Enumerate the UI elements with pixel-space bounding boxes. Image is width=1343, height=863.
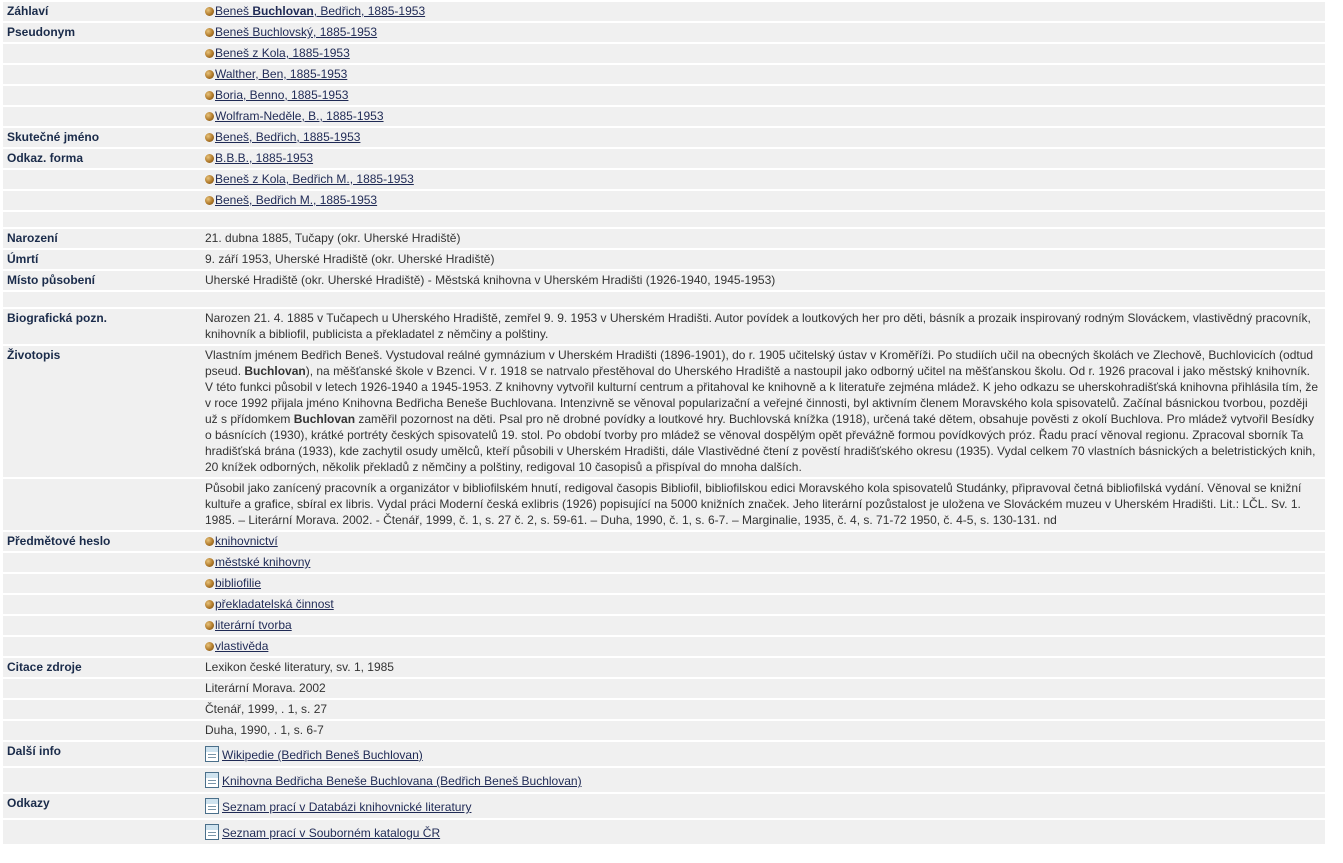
subject-link[interactable]: literární tvorba <box>215 618 292 632</box>
row-citation <box>3 721 1325 740</box>
row-citation <box>3 700 1325 719</box>
citation-value: Čtenář, 1999, . 1, s. 27 <box>201 700 1325 719</box>
field-label: Odkaz. forma <box>3 149 201 168</box>
row-reference-form <box>3 170 1325 189</box>
citation-value: Lexikon české literatury, sv. 1, 1985 <box>201 658 1325 677</box>
spacer-row <box>3 212 1325 227</box>
row-death <box>3 250 1325 269</box>
subject-link[interactable]: překladatelská činnost <box>215 597 334 611</box>
field-label: Narození <box>3 229 201 248</box>
row-place-of-work <box>3 271 1325 290</box>
web-page-icon <box>205 824 219 840</box>
row-pseudonym <box>3 107 1325 126</box>
row-subject <box>3 595 1325 614</box>
real-name-link[interactable]: Beneš, Bedřich, 1885-1953 <box>215 130 361 144</box>
heading-rest: , Bedřich, 1885-1953 <box>313 4 426 18</box>
biography-paragraph-1: Vlastním jménem Bedřich Beneš. Vystudoval reálné gymnázium v Uherském Hradišti (1896-1901), do r. 1905 učitelský ústav v Kroměříži. Po studiích učil na obecných školách ve Zlechově, Buchlovicích (odtud pseud. Buchlovan), na měšťanské škole v Bzenci. V r. 1918 se natrvalo přestěhoval do Uherského Hradiště a nastoupil jako odborný učitel na měšťanskou školu. Od r. 1926 pracoval i jako městský knihovník. V této funkci působil v letech 1926-1940 a 1945-1953. Z knihovny vytvořil kulturní centrum a přitahoval ke knihovně a k literatuře zejména mládež. K jeho odkazu se uherskohradišťská knihovna přihlásila tím, že v roce 1992 přijala jméno Knihovna Bedřicha Beneše Buchlovana. Intenzivně se věnoval popularizační a veřejné činnosti, byl aktivním členem Moravského kola spisovatelů. Začínal básnickou tvorbou, později už s přídomkem Buchlovan zaměřil pozornost na děti. Psal pro ně drobné povídky a loutkové hry. Buchlovská knížka (1918), určená také dětem, obsahuje pověsti z okolí Buchlova. Pro mládež vytvořil Besídky o básnících (1930), krátké portréty českých spisovatelů 19. stol. Po období tvorby pro mládež se věnoval dospělým opět převážně formou povídkových próz. Řadu prací věnoval regionu. Zpracoval sborník Ta hradišťská brána (1933), kde zachytil osudy umělců, kteří působili v Uherském Hradišti, dále Vlastivědné čtení z pověstí hradišťského okresu (1935). Vydal celkem 70 vlastních básnických a beletristických knih, 20 knížek odborných, několik překladů z němčiny a polštiny, redigoval 10 časopisů a přispíval do mnoha dalších. <box>201 346 1325 477</box>
bullet-icon <box>205 7 214 16</box>
bullet-icon <box>205 70 214 79</box>
field-label: Pseudonym <box>3 23 201 42</box>
pseudonym-link[interactable]: Wolfram-Neděle, B., 1885-1953 <box>215 109 384 123</box>
bullet-icon <box>205 642 214 651</box>
field-label: Úmrtí <box>3 250 201 269</box>
citation-value: Duha, 1990, . 1, s. 6-7 <box>201 721 1325 740</box>
field-label: Záhlaví <box>3 2 201 21</box>
bullet-icon <box>205 154 214 163</box>
row-subject <box>3 553 1325 572</box>
place-of-work-value: Uherské Hradiště (okr. Uherské Hradiště) - Městská knihovna v Uherském Hradišti (1926-1940, 1945-1953) <box>201 271 1325 290</box>
subject-link[interactable]: vlastivěda <box>215 639 269 653</box>
web-page-icon <box>205 772 219 788</box>
field-label: Místo působení <box>3 271 201 290</box>
web-page-icon <box>205 746 219 762</box>
row-reference-form <box>3 149 1325 168</box>
subject-link[interactable]: bibliofilie <box>215 576 262 590</box>
bullet-icon <box>205 537 214 546</box>
external-link[interactable]: Seznam prací v Databázi knihovnické literatury <box>222 800 472 814</box>
row-links <box>3 794 1325 818</box>
bullet-icon <box>205 49 214 58</box>
row-more-info <box>3 742 1325 766</box>
field-label: Životopis <box>3 346 201 477</box>
spacer-row <box>3 292 1325 307</box>
row-bio-note <box>3 309 1325 344</box>
row-pseudonym <box>3 86 1325 105</box>
more-info-link[interactable]: Wikipedie (Bedřich Beneš Buchlovan) <box>222 748 423 762</box>
row-subject <box>3 616 1325 635</box>
web-page-icon <box>205 798 219 814</box>
bio-note-value: Narozen 21. 4. 1885 v Tučapech u Uherského Hradiště, zemřel 9. 9. 1953 v Uherském Hradišti. Autor povídek a loutkových her pro děti, básník a prozaik inspirovaný rodným Slováckem, vlastivědný pracovník, knihovník a bibliofil, publicista a překladatel z němčiny a polštiny. <box>201 309 1325 344</box>
row-zahlavi <box>3 2 1325 21</box>
pseudonym-link[interactable]: Boria, Benno, 1885-1953 <box>215 88 349 102</box>
row-subject <box>3 574 1325 593</box>
row-pseudonym <box>3 23 1325 42</box>
bullet-icon <box>205 558 214 567</box>
pseudonym-link[interactable]: Walther, Ben, 1885-1953 <box>215 67 348 81</box>
authority-record-table <box>3 0 1325 846</box>
subject-link[interactable]: městské knihovny <box>215 555 311 569</box>
bullet-icon <box>205 28 214 37</box>
bullet-icon <box>205 621 214 630</box>
row-biography <box>3 346 1325 477</box>
field-label: Biografická pozn. <box>3 309 201 344</box>
bullet-icon <box>205 175 214 184</box>
pseudonym-link[interactable]: Beneš Buchlovský, 1885-1953 <box>215 25 378 39</box>
external-link[interactable]: Seznam prací v Souborném katalogu ČR <box>222 826 441 840</box>
heading-pseudonym: Buchlovan <box>252 4 314 18</box>
subject-link[interactable]: knihovnictví <box>215 534 278 548</box>
field-label: Citace zdroje <box>3 658 201 677</box>
reference-form-link[interactable]: B.B.B., 1885-1953 <box>215 151 314 165</box>
heading-name: Beneš <box>215 4 253 18</box>
row-birth <box>3 229 1325 248</box>
row-biography <box>3 479 1325 530</box>
reference-form-link[interactable]: Beneš z Kola, Bedřich M., 1885-1953 <box>215 172 414 186</box>
death-value: 9. září 1953, Uherské Hradiště (okr. Uherské Hradiště) <box>201 250 1325 269</box>
field-label: Skutečné jméno <box>3 128 201 147</box>
bullet-icon <box>205 133 214 142</box>
row-real-name <box>3 128 1325 147</box>
birth-value: 21. dubna 1885, Tučapy (okr. Uherské Hradiště) <box>201 229 1325 248</box>
field-label: Předmětové heslo <box>3 532 201 551</box>
row-citation <box>3 679 1325 698</box>
row-more-info <box>3 768 1325 792</box>
bullet-icon <box>205 112 214 121</box>
row-subject <box>3 637 1325 656</box>
bullet-icon <box>205 196 214 205</box>
row-citation <box>3 658 1325 677</box>
row-subject <box>3 532 1325 551</box>
reference-form-link[interactable]: Beneš, Bedřich M., 1885-1953 <box>215 193 378 207</box>
more-info-link[interactable]: Knihovna Bedřicha Beneše Buchlovana (Bedřich Beneš Buchlovan) <box>222 774 582 788</box>
row-pseudonym <box>3 44 1325 63</box>
row-pseudonym <box>3 65 1325 84</box>
citation-value: Literární Morava. 2002 <box>201 679 1325 698</box>
bullet-icon <box>205 91 214 100</box>
bullet-icon <box>205 600 214 609</box>
pseudonym-link[interactable]: Beneš z Kola, 1885-1953 <box>215 46 350 60</box>
field-label: Odkazy <box>3 794 201 818</box>
field-label: Další info <box>3 742 201 766</box>
heading-link[interactable] <box>215 4 425 18</box>
row-links <box>3 820 1325 844</box>
biography-paragraph-2: Působil jako zanícený pracovník a organizátor v bibliofilském hnutí, redigoval časopis Bibliofil, bibliofilskou edici Moravského kola spisovatelů Studánky, připravoval četná bibliofilská vydání. Věnoval se knižní kultuře a grafice, sbíral ex libris. Vydal práci Moderní česká exlibris (1926) popisující na 5000 knižních značek. Jeho literární pozůstalost je uložena ve Slováckém muzeu v Uherském Hradišti. Lit.: LČL. Sv. 1. 1985. – Literární Morava. 2002. - Čtenář, 1999, č. 1, s. 27 č. 2, s. 59-61. – Duha, 1990, č. 1, s. 6-7. – Marginalie, 1935, č. 4, s. 71-72 1950, č. 4-5, s. 130-131. nd <box>201 479 1325 530</box>
bullet-icon <box>205 579 214 588</box>
row-reference-form <box>3 191 1325 210</box>
